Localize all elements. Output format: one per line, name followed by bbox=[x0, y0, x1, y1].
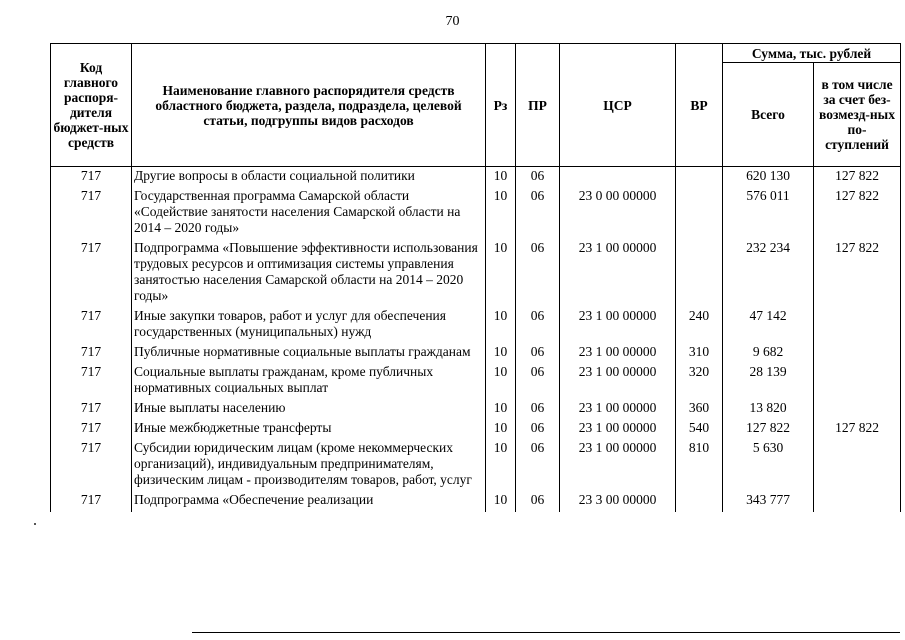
footer-rule bbox=[192, 632, 900, 633]
row-pr: 06 bbox=[516, 420, 560, 440]
row-csr: 23 3 00 00000 bbox=[560, 492, 676, 512]
table-row bbox=[51, 188, 901, 240]
row-name: Иные закупки товаров, работ и услуг для обеспечения государственных (муниципальных) нужд bbox=[132, 308, 486, 344]
row-rz: 10 bbox=[486, 440, 516, 492]
table-row bbox=[51, 400, 901, 420]
scan-speck bbox=[34, 523, 36, 525]
row-rz: 10 bbox=[486, 344, 516, 364]
row-csr: 23 1 00 00000 bbox=[560, 344, 676, 364]
row-free: 127 822 bbox=[814, 188, 901, 240]
row-total: 13 820 bbox=[723, 400, 814, 420]
row-code: 717 bbox=[51, 492, 132, 512]
row-rz: 10 bbox=[486, 167, 516, 189]
row-rz: 10 bbox=[486, 240, 516, 308]
row-code: 717 bbox=[51, 344, 132, 364]
row-vr: 360 bbox=[676, 400, 723, 420]
row-vr: 240 bbox=[676, 308, 723, 344]
row-csr: 23 0 00 00000 bbox=[560, 188, 676, 240]
header-pr: ПР bbox=[516, 44, 560, 167]
row-total: 576 011 bbox=[723, 188, 814, 240]
row-rz: 10 bbox=[486, 492, 516, 512]
row-csr: 23 1 00 00000 bbox=[560, 308, 676, 344]
row-total: 343 777 bbox=[723, 492, 814, 512]
row-free bbox=[814, 308, 901, 344]
table-row bbox=[51, 420, 901, 440]
row-rz: 10 bbox=[486, 308, 516, 344]
row-name: Другие вопросы в области социальной политики bbox=[132, 167, 486, 189]
budget-table bbox=[50, 43, 901, 512]
row-pr: 06 bbox=[516, 440, 560, 492]
row-csr: 23 1 00 00000 bbox=[560, 400, 676, 420]
row-csr: 23 1 00 00000 bbox=[560, 440, 676, 492]
table-row bbox=[51, 240, 901, 308]
row-csr: 23 1 00 00000 bbox=[560, 364, 676, 400]
row-code: 717 bbox=[51, 440, 132, 492]
table-header bbox=[51, 44, 901, 167]
header-csr: ЦСР bbox=[560, 44, 676, 167]
row-name: Субсидии юридическим лицам (кроме некоммерческих организаций), индивидуальным предпринимателям, физическим лицам - производителям товаров, работ, услуг bbox=[132, 440, 486, 492]
row-vr: 810 bbox=[676, 440, 723, 492]
row-vr bbox=[676, 240, 723, 308]
table-row bbox=[51, 492, 901, 512]
header-total: Всего bbox=[723, 63, 814, 167]
table-row bbox=[51, 440, 901, 492]
row-total: 127 822 bbox=[723, 420, 814, 440]
row-code: 717 bbox=[51, 400, 132, 420]
row-free bbox=[814, 400, 901, 420]
row-rz: 10 bbox=[486, 420, 516, 440]
row-vr bbox=[676, 188, 723, 240]
row-rz: 10 bbox=[486, 188, 516, 240]
header-rz: Рз bbox=[486, 44, 516, 167]
row-free: 127 822 bbox=[814, 167, 901, 189]
row-vr bbox=[676, 167, 723, 189]
header-vr: ВР bbox=[676, 44, 723, 167]
row-code: 717 bbox=[51, 420, 132, 440]
row-vr: 540 bbox=[676, 420, 723, 440]
table-row bbox=[51, 344, 901, 364]
row-csr bbox=[560, 167, 676, 189]
row-free bbox=[814, 440, 901, 492]
row-pr: 06 bbox=[516, 492, 560, 512]
row-total: 9 682 bbox=[723, 344, 814, 364]
row-pr: 06 bbox=[516, 240, 560, 308]
row-free bbox=[814, 364, 901, 400]
row-pr: 06 bbox=[516, 308, 560, 344]
row-csr: 23 1 00 00000 bbox=[560, 240, 676, 308]
row-total: 620 130 bbox=[723, 167, 814, 189]
row-pr: 06 bbox=[516, 400, 560, 420]
table-row bbox=[51, 308, 901, 344]
row-name: Публичные нормативные социальные выплаты гражданам bbox=[132, 344, 486, 364]
row-free bbox=[814, 344, 901, 364]
page-number: 70 bbox=[445, 14, 460, 29]
row-name: Подпрограмма «Повышение эффективности использования трудовых ресурсов и оптимизация системы управления занятостью населения Самарской области на 2014 – 2020 годы» bbox=[132, 240, 486, 308]
row-free: 127 822 bbox=[814, 240, 901, 308]
table-row bbox=[51, 364, 901, 400]
header-name: Наименование главного распорядителя средств областного бюджета, раздела, подраздела, целевой статьи, подгруппы видов расходов bbox=[132, 44, 486, 167]
header-code: Код главного распоря-дителя бюджет-ных средств bbox=[51, 44, 132, 167]
row-name: Социальные выплаты гражданам, кроме публичных нормативных социальных выплат bbox=[132, 364, 486, 400]
row-csr: 23 1 00 00000 bbox=[560, 420, 676, 440]
row-code: 717 bbox=[51, 364, 132, 400]
row-pr: 06 bbox=[516, 344, 560, 364]
row-vr: 320 bbox=[676, 364, 723, 400]
table-row bbox=[51, 167, 901, 189]
row-total: 28 139 bbox=[723, 364, 814, 400]
row-pr: 06 bbox=[516, 364, 560, 400]
row-vr: 310 bbox=[676, 344, 723, 364]
row-total: 47 142 bbox=[723, 308, 814, 344]
row-rz: 10 bbox=[486, 400, 516, 420]
row-code: 717 bbox=[51, 308, 132, 344]
row-name: Государственная программа Самарской области «Содействие занятости населения Самарской области на 2014 – 2020 годы» bbox=[132, 188, 486, 240]
row-name: Иные межбюджетные трансферты bbox=[132, 420, 486, 440]
row-total: 5 630 bbox=[723, 440, 814, 492]
row-rz: 10 bbox=[486, 364, 516, 400]
header-sum: Сумма, тыс. рублей bbox=[723, 44, 901, 63]
table-body bbox=[51, 167, 901, 513]
row-code: 717 bbox=[51, 167, 132, 189]
row-total: 232 234 bbox=[723, 240, 814, 308]
row-vr bbox=[676, 492, 723, 512]
row-code: 717 bbox=[51, 188, 132, 240]
row-name: Иные выплаты населению bbox=[132, 400, 486, 420]
row-free: 127 822 bbox=[814, 420, 901, 440]
row-pr: 06 bbox=[516, 167, 560, 189]
row-pr: 06 bbox=[516, 188, 560, 240]
row-free bbox=[814, 492, 901, 512]
header-free: в том числе за счет без-возмезд-ных по-ступлений bbox=[814, 63, 901, 167]
row-code: 717 bbox=[51, 240, 132, 308]
row-name: Подпрограмма «Обеспечение реализации bbox=[132, 492, 486, 512]
